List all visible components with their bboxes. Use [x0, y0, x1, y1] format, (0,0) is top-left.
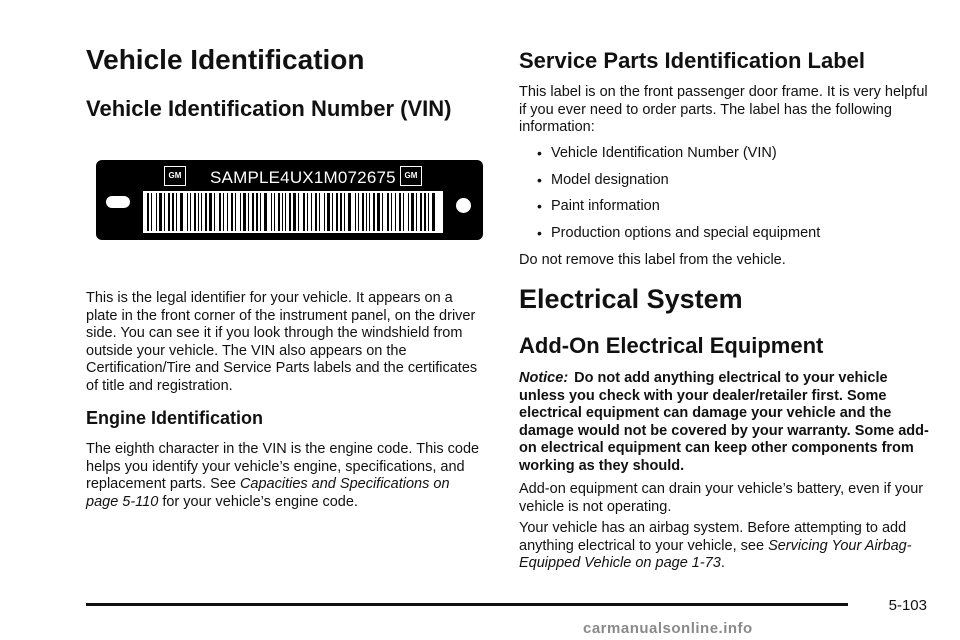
vin-plate-illustration: [96, 160, 483, 240]
barcode-icon: [143, 191, 443, 233]
list-item: [519, 145, 929, 172]
section-title-vehicle-identification: Vehicle Identification: [86, 44, 365, 75]
bullet-icon: •: [537, 198, 542, 214]
engine-paragraph-text-end: for your vehicle’s engine code.: [162, 493, 358, 510]
addon-paragraph-2: [519, 520, 929, 573]
heading-addon-electrical: Add-On Electrical Equipment: [519, 333, 824, 358]
list-item: [519, 198, 929, 225]
mounting-hole-icon: [456, 198, 471, 213]
engine-reference-link[interactable]: Capacities and Specifications on page 5-110: [86, 476, 450, 510]
vin-paragraph: This is the legal identifier for your vehicle. It appears on a plate in the front corner of the instrument panel, on the driver side. You can see it if you look through the windshield from outside your vehicle. The VIN also appears on the Certification/Tire and Service Parts labels and the certificates of title and registration.: [86, 290, 478, 394]
vin-plate-number: SAMPLE4UX1M072675: [210, 168, 396, 187]
section-title-electrical-system: Electrical System: [519, 284, 743, 314]
bullet-icon: •: [537, 145, 542, 161]
service-info-list: [519, 145, 929, 251]
bullet-icon: •: [537, 171, 542, 188]
watermark: carmanualsonline.info: [583, 620, 753, 637]
bullet-icon: •: [537, 224, 542, 241]
list-item-text: Paint information: [551, 198, 660, 214]
addon-paragraph-2-text: Your vehicle has an airbag system. Before attempting to add anything electrical to your vehicle, see: [519, 520, 907, 554]
gm-logo-icon: GM: [164, 166, 186, 186]
footer-rule: [86, 603, 848, 606]
list-item: [519, 225, 929, 252]
list-item-text: Model designation: [551, 171, 669, 188]
notice-label: Notice:: [519, 370, 569, 386]
page-number: 5-103: [888, 597, 927, 614]
list-item-text: Production options and special equipment: [551, 224, 821, 241]
list-item-text: Vehicle Identification Number (VIN): [551, 145, 777, 161]
heading-vin: Vehicle Identification Number (VIN): [86, 96, 452, 121]
addon-paragraph-2-end: .: [720, 555, 725, 571]
engine-paragraph: [86, 441, 481, 511]
service-intro-paragraph: This label is on the front passenger door frame. It is very helpful if you ever need to order parts. The label has the following information:: [519, 84, 928, 135]
heading-engine-identification: Engine Identification: [86, 408, 264, 428]
notice-paragraph: [519, 370, 929, 475]
heading-service-parts-label: Service Parts Identification Label: [519, 48, 866, 73]
service-outro-paragraph: Do not remove this label from the vehicle.: [519, 252, 786, 268]
airbag-reference-link[interactable]: Servicing Your Airbag-Equipped Vehicle on page 1-73: [519, 537, 912, 571]
list-item: [519, 172, 929, 199]
mounting-slot-icon: [106, 196, 130, 208]
gm-logo-icon: GM: [400, 166, 422, 186]
engine-paragraph-text: The eighth character in the VIN is the engine code. This code helps you identify your vehicle’s engine, specifications, and replacement parts. See: [86, 441, 480, 492]
notice-text: Do not add anything electrical to your vehicle unless you check with your dealer/retailer first. Some electrical equipment can damage your vehicle and the damage would not be covered by your warranty. Some add-on electrical equipment can keep other components from working as they should.: [519, 370, 929, 474]
addon-paragraph-1: Add-on equipment can drain your vehicle’s battery, even if your vehicle is not operating.: [519, 481, 924, 515]
